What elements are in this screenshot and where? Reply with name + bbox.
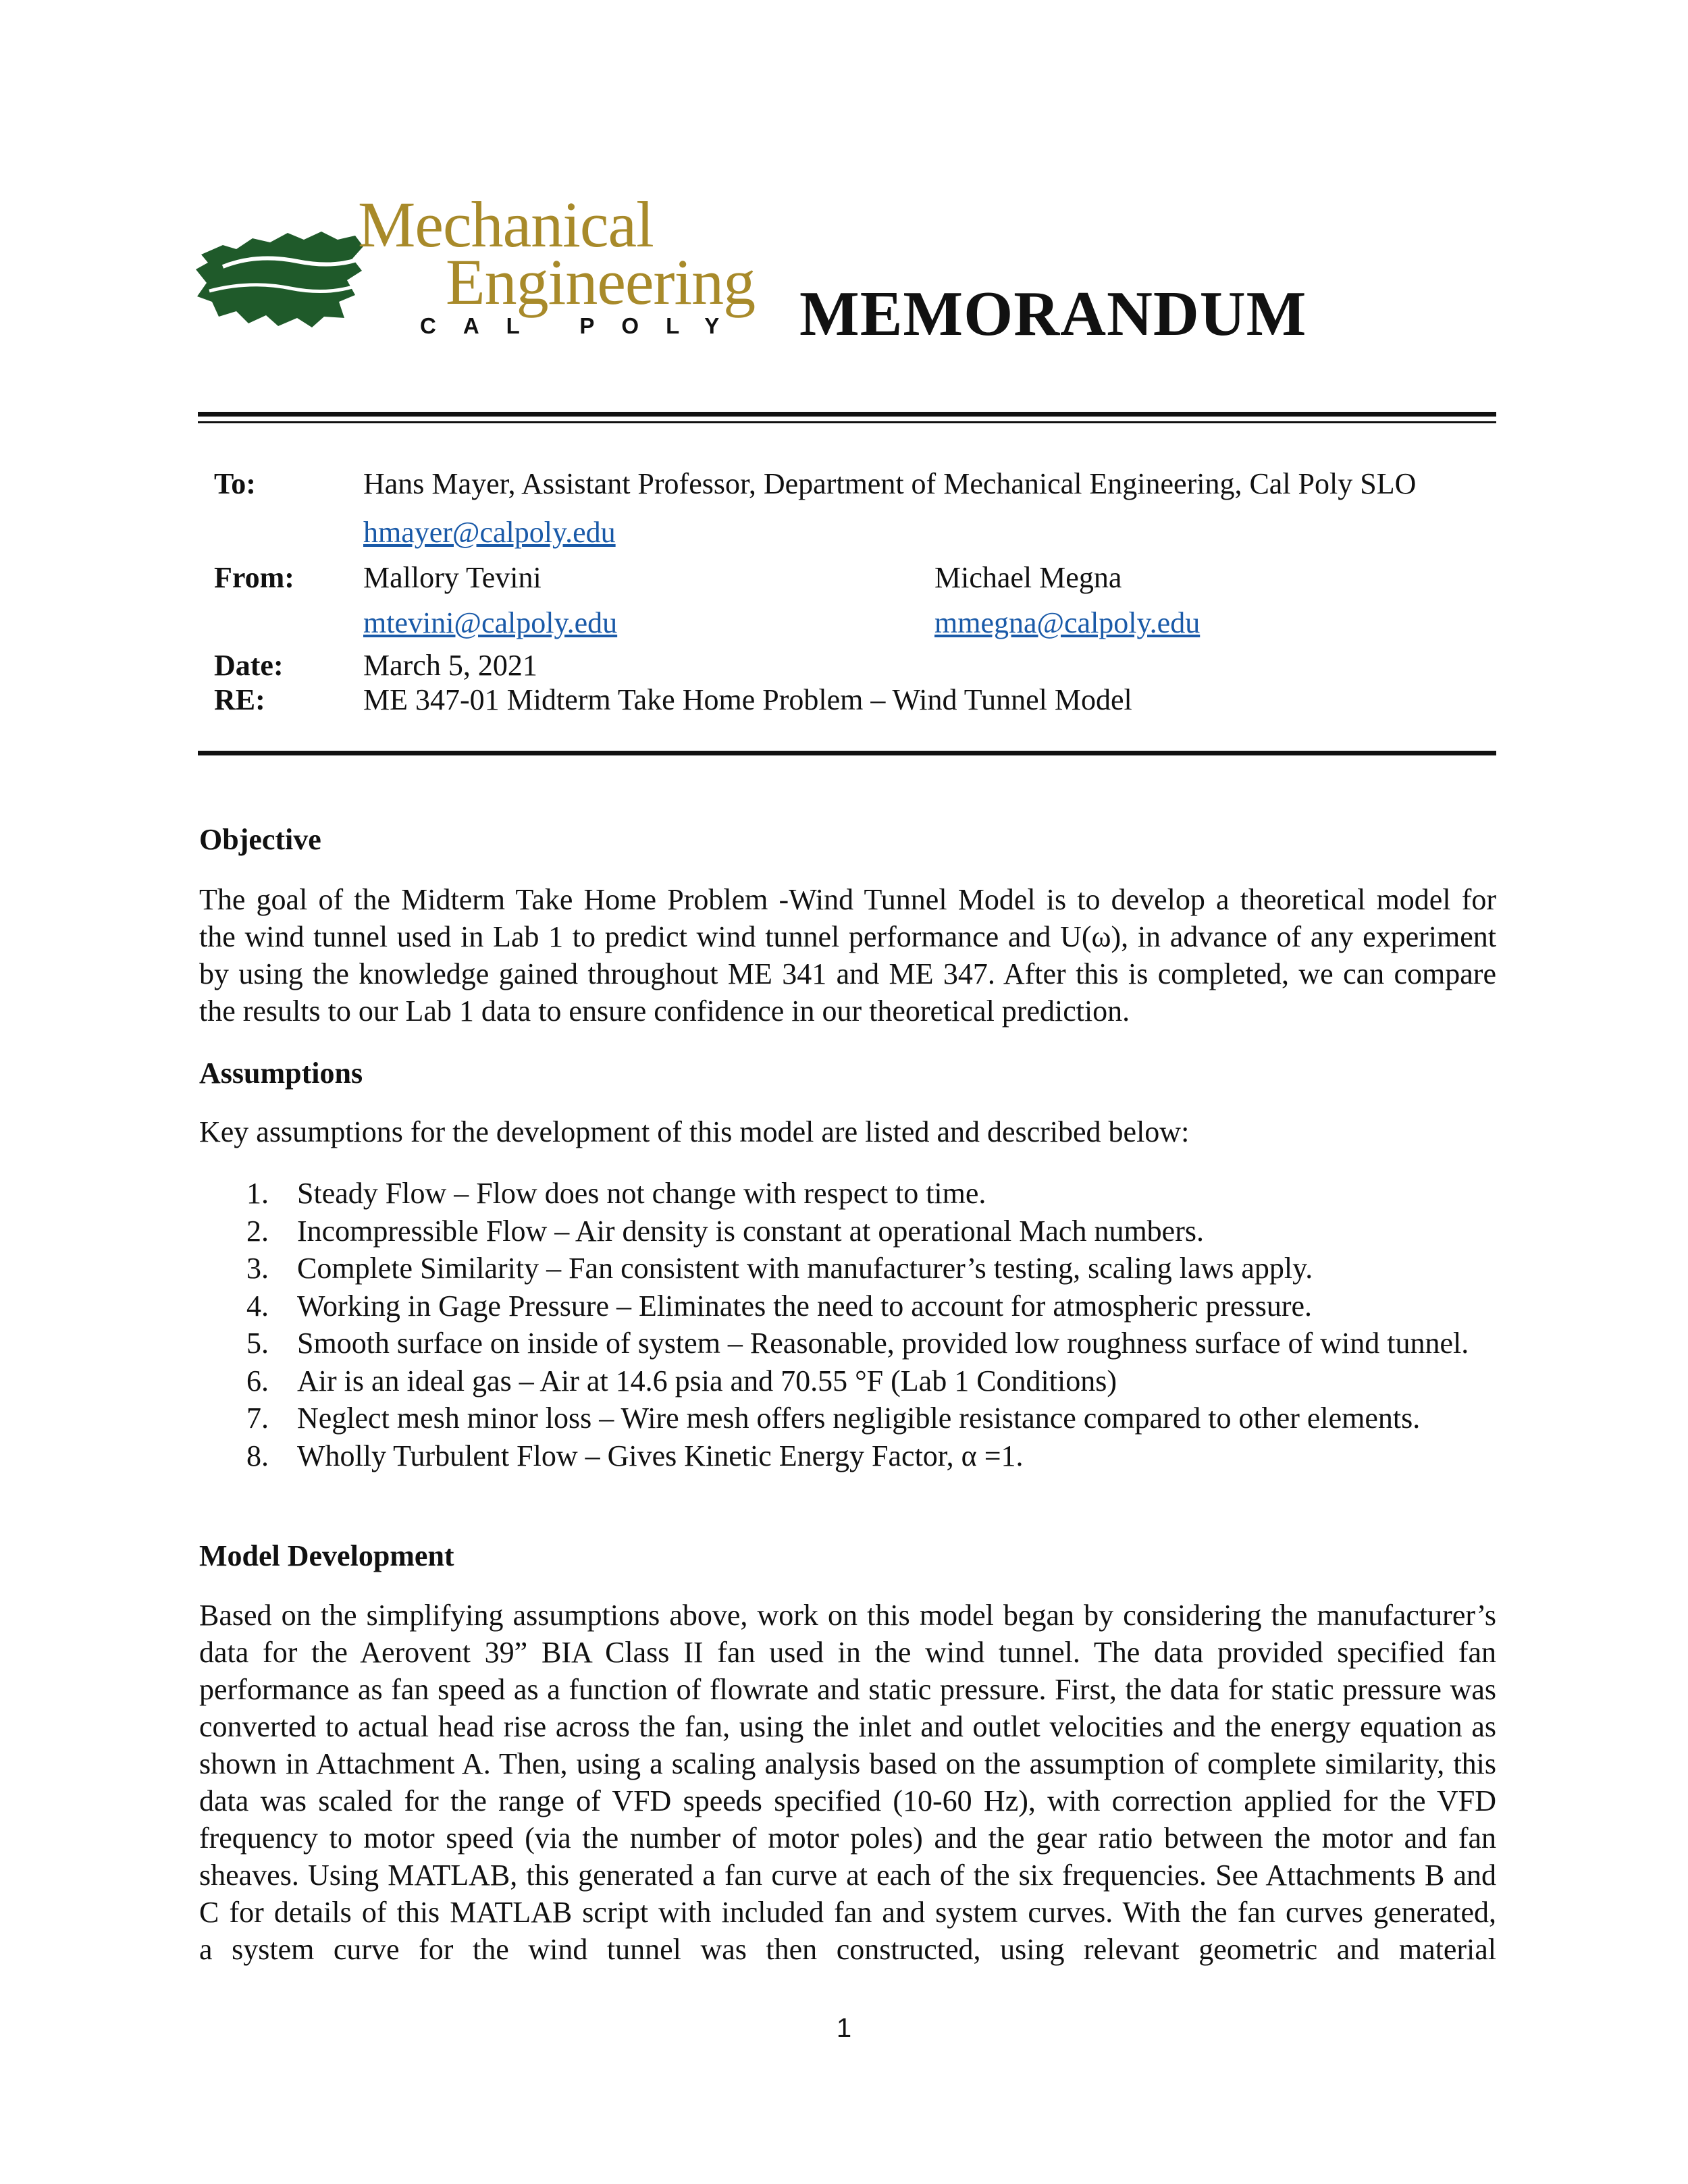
model-line: sheaves. Using MATLAB, this generated a fan curve at each of the six frequencies. See Attachments B and [199,1859,1496,1892]
assumptions-list [246,1175,1502,1474]
objective-line: The goal of the Midterm Take Home Problem -Wind Tunnel Model is to develop a theoretical model for [199,883,1496,916]
assumptions-intro: Key assumptions for the development of this model are listed and described below: [199,1115,1190,1148]
model-line: data was scaled for the range of VFD speeds specified (10-60 Hz), with correction applied for the VFD [199,1784,1496,1817]
from-label: From: [214,561,294,594]
list-item: 2. Incompressible Flow – Air density is constant at operational Mach numbers. [246,1214,1204,1248]
objective-line: the wind tunnel used in Lab 1 to predict wind tunnel performance and U(ω), in advance of any experiment [199,920,1496,953]
list-item: 6. Air is an ideal gas – Air at 14.6 psia and 70.55 °F (Lab 1 Conditions) [246,1364,1117,1397]
date-label: Date: [214,649,284,682]
objective-line: by using the knowledge gained throughout ME 341 and ME 347. After this is completed, we can compare [199,957,1496,990]
assumptions-heading: Assumptions [199,1057,363,1090]
list-item: 5. Smooth surface on inside of system – Reasonable, provided low roughness surface of wind tunnel. [246,1327,1469,1360]
gear-icon [196,226,365,327]
to-email-link[interactable]: hmayer@calpoly.edu [363,516,616,549]
list-item: 3. Complete Similarity – Fan consistent with manufacturer’s testing, scaling laws apply. [246,1252,1313,1285]
list-item: 7. Neglect mesh minor loss – Wire mesh offers negligible resistance compared to other elements. [246,1402,1421,1435]
model-line: C for details of this MATLAB script with included fan and system curves. With the fan curves generated, [199,1896,1496,1929]
model-line: data for the Aerovent 39” BIA Class II fan used in the wind tunnel. The data provided specified fan [199,1636,1496,1669]
re-value: ME 347-01 Midterm Take Home Problem – Wind Tunnel Model [363,683,1132,716]
model-line: shown in Attachment A. Then, using a scaling analysis based on the assumption of complete similarity, this [199,1747,1496,1780]
from-name-2: Michael Megna [934,561,1122,594]
from-email-1-link[interactable]: mtevini@calpoly.edu [363,606,618,639]
to-value: Hans Mayer, Assistant Professor, Department of Mechanical Engineering, Cal Poly SLO [363,467,1417,500]
logo-text-cal-poly: CAL POLY [420,313,747,338]
model-development-heading: Model Development [199,1539,454,1572]
model-development-paragraph [199,1597,1496,1968]
re-label: RE: [214,683,265,716]
logo-text-mechanical: Mechanical [358,188,654,261]
model-line: performance as fan speed as a function of flowrate and static pressure. First, the data for static pressure was [199,1673,1496,1706]
objective-paragraph [199,881,1496,1030]
mechanical-engineering-cal-poly-logo [196,188,776,348]
header-rule-top-thin [198,421,1496,423]
memo-title: MEMORANDUM [799,279,1307,349]
objective-heading: Objective [199,823,321,856]
to-label: To: [214,467,256,500]
model-line: converted to actual head rise across the fan, using the inlet and outlet velocities and the energy equation as [199,1710,1496,1743]
list-item: 4. Working in Gage Pressure – Eliminates the need to account for atmospheric pressure. [246,1289,1313,1323]
header-rule-top [198,412,1496,417]
logo-text-engineering: Engineering [446,246,756,318]
list-item: 8. Wholly Turbulent Flow – Gives Kinetic Energy Factor, α =1. [246,1439,1024,1472]
list-item: 1. Steady Flow – Flow does not change with respect to time. [246,1177,986,1210]
model-line: frequency to motor speed (via the number of motor poles) and the gear ratio between the motor and fan [199,1821,1496,1855]
header-rule-bottom [198,751,1496,755]
objective-line: the results to our Lab 1 data to ensure confidence in our theoretical prediction. [199,994,1130,1028]
page-number: 1 [836,2013,852,2043]
from-email-2-link[interactable]: mmegna@calpoly.edu [934,606,1201,639]
from-name-1: Mallory Tevini [363,561,542,594]
model-line: a system curve for the wind tunnel was then constructed, using relevant geometric and material [199,1933,1496,1966]
model-line: Based on the simplifying assumptions above, work on this model began by considering the manufacturer’s [199,1599,1496,1632]
date-value: March 5, 2021 [363,649,537,682]
